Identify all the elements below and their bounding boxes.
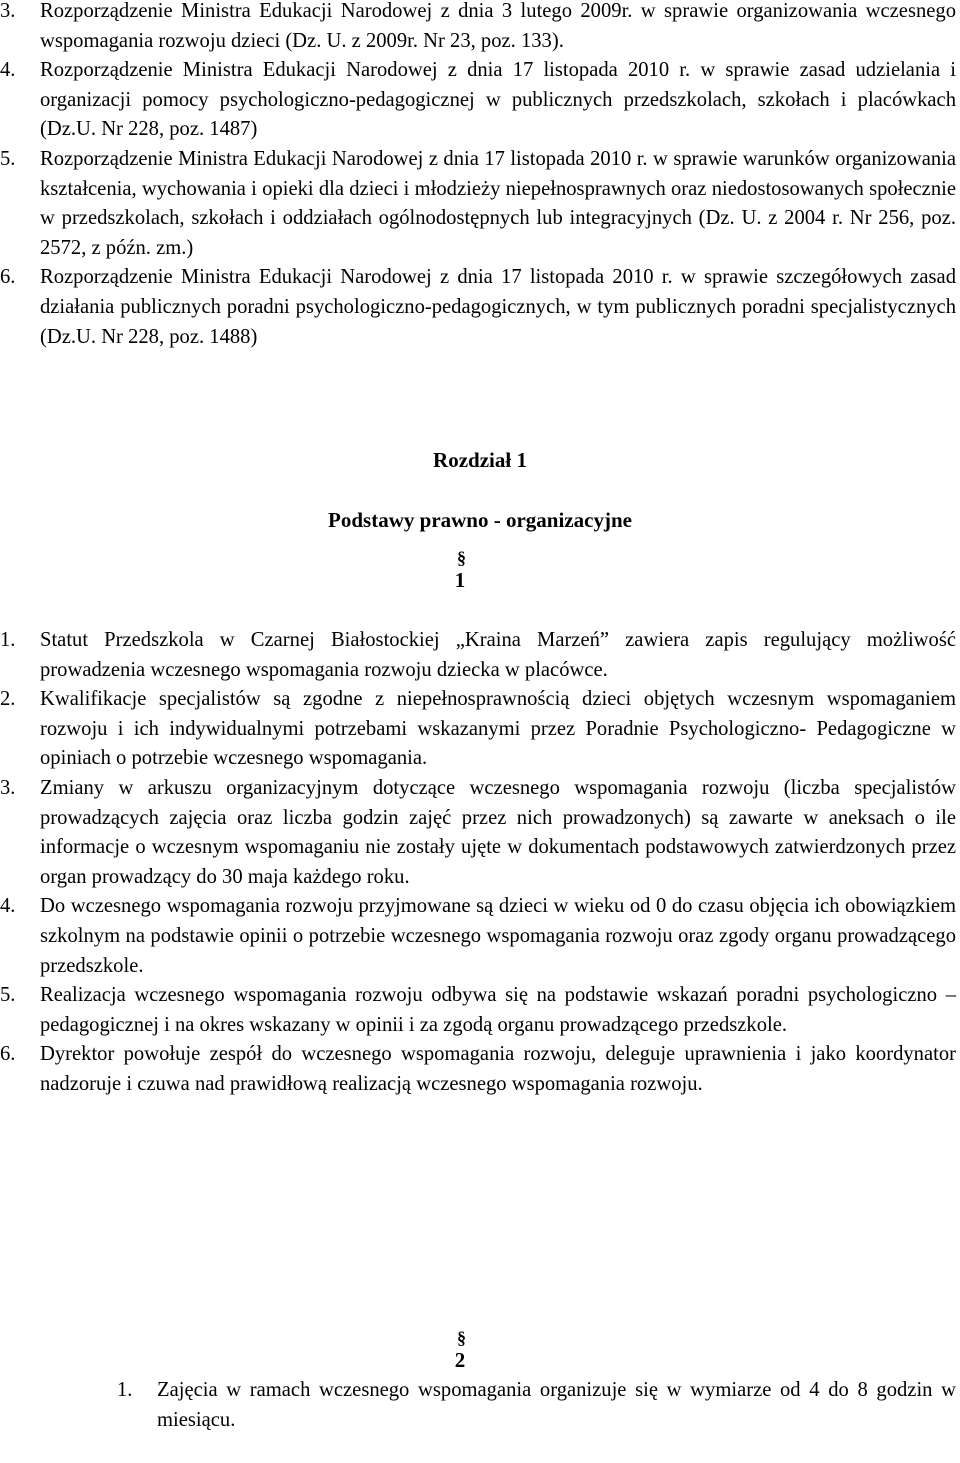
item-number: 5. — [0, 984, 16, 1007]
item-text: Dyrektor powołuje zespół do wczesnego wspomagania rozwoju, deleguje uprawnienia i jako koordynator nadzoruje i czuwa nad prawidłową realizacją wczesnego wspomagania rozwoju. — [40, 1043, 956, 1095]
chapter-label: Rozdział 1 — [433, 448, 527, 472]
list-item — [0, 981, 960, 1040]
section-heading — [440, 1328, 480, 1373]
item-number: 6. — [0, 1043, 16, 1066]
item-number: 4. — [0, 895, 16, 918]
list-item — [0, 0, 960, 56]
list-item — [0, 685, 960, 774]
section-sign-icon: § — [457, 548, 466, 568]
item-text: Rozporządzenie Ministra Edukacji Narodowej z dnia 17 listopada 2010 r. w sprawie szczegółowych zasad działania publicznych poradni psychologiczno-pedagogicznych, w tym publicznych poradni specjalistycznych (Dz.U. Nr 228, poz. 1488) — [40, 266, 956, 348]
list-item — [0, 626, 960, 685]
item-text: Rozporządzenie Ministra Edukacji Narodowej z dnia 3 lutego 2009r. w sprawie organizowania wczesnego wspomagania rozwoju dzieci (Dz. U. z 2009r. Nr 23, poz. 133). — [40, 0, 956, 52]
item-number: 5. — [0, 147, 16, 170]
item-text: Statut Przedszkola w Czarnej Białostockiej „Kraina Marzeń” zawiera zapis regulujący możliwość prowadzenia wczesnego wspomagania rozwoju dziecka w placówce. — [40, 629, 956, 681]
item-number: 2. — [0, 688, 16, 711]
item-text: Rozporządzenie Ministra Edukacji Narodowej z dnia 17 listopada 2010 r. w sprawie warunków organizowania kształcenia, wychowania i opieki dla dzieci i młodzieży niepełnosprawnych oraz niedostosowanych społecznie w przedszkolach, szkołach i oddziałach ogólnodostępnych lub integracyjnych (Dz. U. z 2004 r. Nr 256, poz. 2572, z późn. zm.) — [40, 147, 956, 259]
list-item — [0, 263, 960, 352]
item-text: Realizacja wczesnego wspomagania rozwoju odbywa się na podstawie wskazań poradni psychologiczno – pedagogicznej i na okres wskazany w opinii i za zgodą organu prowadzącego przedszkole. — [40, 984, 956, 1036]
item-number: 3. — [0, 776, 16, 799]
list-item — [0, 1040, 960, 1099]
item-text: Zajęcia w ramach wczesnego wspomagania organizuje się w wymiarze od 4 do 8 godzin w miesiącu. — [157, 1379, 956, 1431]
section-number: 2 — [454, 1348, 466, 1372]
chapter-title: Podstawy prawno - organizacyjne — [328, 508, 632, 532]
legal-references-list — [0, 0, 960, 352]
item-number: 4. — [0, 59, 16, 82]
list-item — [0, 145, 960, 263]
item-text: Do wczesnego wspomagania rozwoju przyjmowane są dzieci w wieku od 0 do czasu objęcia ich obowiązkiem szkolnym na podstawie opinii o potrzebie wczesnego wspomagania rozwoju oraz zgody organu prowadzącego przedszkole. — [40, 895, 956, 977]
section-sign-icon: § — [457, 1328, 466, 1348]
item-text: Rozporządzenie Ministra Edukacji Narodowej z dnia 17 listopada 2010 r. w sprawie zasad udzielania i organizacji pomocy psychologiczno-pedagogicznej w publicznych przedszkolach, szkołach i placówkach (Dz.U. Nr 228, poz. 1487) — [40, 59, 956, 141]
section-heading — [440, 548, 480, 593]
list-item — [0, 892, 960, 981]
item-number: 3. — [0, 0, 16, 22]
item-number: 6. — [0, 266, 16, 289]
list-item — [0, 774, 960, 892]
item-text: Kwalifikacje specjalistów są zgodne z niepełnosprawnością dzieci objętych wczesnym wspomaganiem rozwoju i ich indywidualnymi potrzebami wskazanymi przez Poradnie Psychologiczno- Pedagogiczne w opiniach o potrzebie wczesnego wspomagania. — [40, 688, 956, 770]
list-item — [0, 56, 960, 145]
section-1-list — [0, 626, 960, 1100]
item-text: Zmiany w arkuszu organizacyjnym dotyczące wczesnego wspomagania rozwoju (liczba specjalistów prowadzących zajęcia oraz liczba godzin zajęć przez nich prowadzonych) są zawarte w aneksach o ile informacje o wczesnym wspomaganiu nie zostały ujęte w dokumentach podstawowych zatwierdzonych przez organ prowadzący do 30 maja każdego roku. — [40, 776, 956, 888]
item-number: 1. — [0, 629, 16, 651]
section-number: 1 — [454, 568, 466, 592]
list-item — [117, 1376, 960, 1435]
section-2-list — [117, 1376, 960, 1435]
item-number: 1. — [117, 1379, 133, 1401]
